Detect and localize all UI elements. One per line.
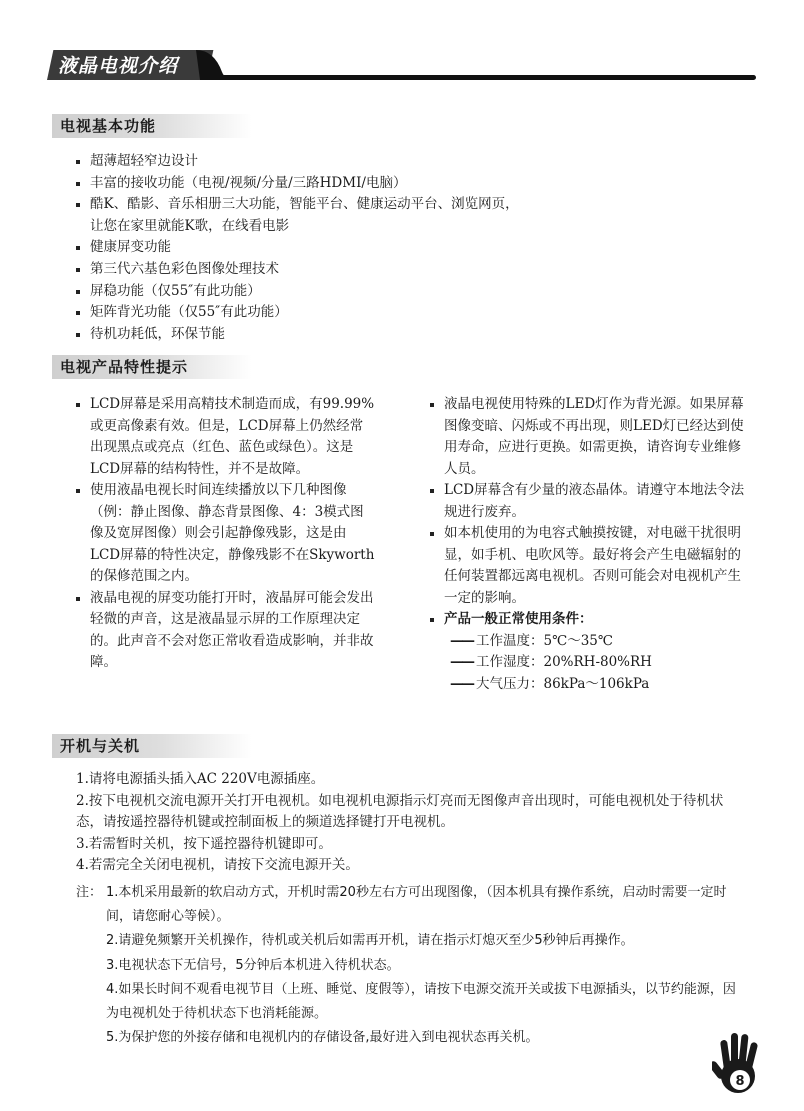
list-item: 使用液晶电视长时间连续播放以下几种图像（例：静止图像、静态背景图像、4：3模式图像及宽屏图像）则会引起静像残影，这是由LCD屏幕的特性决定，静像残影不在Skyworth的保修范围之内。 [76,480,376,588]
note-item: 2.请避免频繁开关机操作，待机或关机后如需再开机，请在指示灯熄灭至少5秒钟后再操作。 [106,933,634,949]
dash: —— [450,675,473,692]
list-item: 第三代六基色彩色图像处理技术 [76,259,596,281]
condition-text: 工作湿度：20%RH-80%RH [476,654,652,670]
note-label: 注： [76,885,103,900]
basic-features-list [76,151,596,345]
page-title: 液晶电视介绍 [58,55,179,77]
note-item: 4.如果长时间不观看电视节目（上班、睡觉、度假等），请按下电源交流开关或拔下电源插头，以节约能源，因为电视机处于待机状态下也消耗能源。 [106,981,736,1022]
condition-text: 大气压力：86kPa～106kPa [476,675,650,692]
step-item: 3.若需暂时关机，按下遥控器待机键即可。 [76,835,332,852]
page-number: 8 [735,1074,745,1089]
list-item: 液晶电视的屏变功能打开时，液晶屏可能会发出轻微的声音，这是液晶显示屏的工作原理决定的。此声音不会对您正常收看造成影响，并非故障。 [76,588,376,674]
condition-text: 工作温度：5℃～35℃ [476,632,613,649]
step-item: 4.若需完全关闭电视机，请按下交流电源开关。 [76,857,359,874]
list-item: 健康屏变功能 [76,237,596,259]
header-rule [200,75,756,80]
features-right-list [430,394,750,695]
list-item: 矩阵背光功能（仅55″有此功能） [76,302,596,324]
list-item: 液晶电视使用特殊的LED灯作为背光源。如果屏幕图像变暗、闪烁或不再出现，则LED灯已经达到使用寿命，应进行更换。如需更换，请咨询专业维修人员。 [430,394,750,480]
list-item: 超薄超轻窄边设计 [76,151,596,173]
section-title-basic: 电视基本功能 [60,117,157,135]
power-steps [76,769,746,877]
hand-icon [712,1030,764,1096]
note-row [76,881,748,929]
power-notes [76,881,748,1050]
dash: —— [450,654,473,670]
note-item: 3.电视状态下无信号，5分钟后本机进入待机状态。 [106,957,400,973]
list-item [76,194,596,237]
list-item: 如本机使用的为电容式触摸按键，对电磁干扰很明显，如手机、电吹风等。最好将会产生电磁辐射的任何装置都远离电视机。否则可能会对电视机产生一定的影响。 [430,523,750,609]
dash: —— [450,632,473,649]
step-item: 2.按下电视机交流电源开关打开电视机。如电视机电源指示灯亮而无图像声音出现时，可能电视机处于待机状态，请按遥控器待机键或控制面板上的频道选择键打开电视机。 [76,792,724,831]
list-item: 屏稳功能（仅55″有此功能） [76,281,596,303]
conditions-item [430,609,750,695]
list-item: 丰富的接收功能（电视/视频/分量/三路HDMI/电脑） [76,173,596,195]
list-item: 待机功耗低，环保节能 [76,324,596,346]
step-item: 1.请将电源插头插入AC 220V电源插座。 [76,771,325,787]
condition-row [444,652,750,674]
note-item: 1.本机采用最新的软启动方式，开机时需20秒左右方可出现图像，（因本机具有操作系统，启动时需要一定时间，请您耐心等候）。 [106,885,727,925]
section-title-power: 开机与关机 [60,737,141,755]
conditions-title: 产品一般正常使用条件： [444,611,593,627]
note-item: 5.为保护您的外接存储和电视机内的存储设备,最好进入到电视状态再关机。 [106,1030,539,1046]
condition-row [444,674,750,696]
features-left-list [76,394,376,674]
list-item-continuation: 让您在家里就能K歌，在线看电影 [90,217,290,234]
list-item: LCD屏幕含有少量的液态晶体。请遵守本地法令法规进行废弃。 [430,480,750,523]
list-item: LCD屏幕是采用高精技术制造而成，有99.99%或更高像素有效。但是，LCD屏幕上仍然经常出现黑点或亮点（红色、蓝色或绿色）。这是LCD屏幕的结构特性，并不是故障。 [76,394,376,480]
list-item-text: 酷K、酷影、音乐相册三大功能，智能平台、健康运动平台、浏览网页， [90,196,519,213]
section-title-features: 电视产品特性提示 [60,358,189,376]
condition-row [444,631,750,653]
